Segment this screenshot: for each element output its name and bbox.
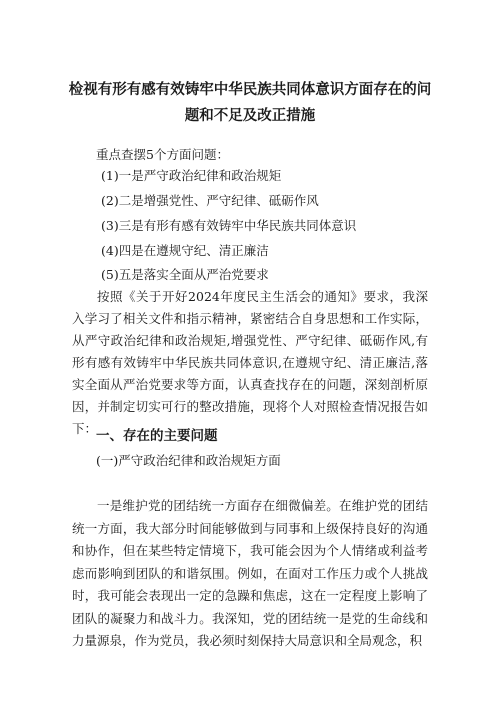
problems-summary: 重点查摆5个方面问题： xyxy=(96,147,229,162)
problem-item-5: (5)五是落实全面从严治党要求 xyxy=(101,267,269,282)
document-title-line-2: 题和不足及改正措施 xyxy=(184,108,316,124)
problem-item-1: (1)一是严守政治纪律和政治规矩 xyxy=(101,168,282,183)
subsection-heading: (一)严守政治纪律和政治规矩方面 xyxy=(96,453,281,468)
problem-item-4: (4)四是在遵规守纪、清正廉洁 xyxy=(101,243,269,258)
section-heading: 一、存在的主要问题 xyxy=(96,428,218,444)
problem-item-3: (3)三是有形有感有效铸牢中华民族共同体意识 xyxy=(101,218,357,233)
document-title-line-1: 检视有形有感有效铸牢中华民族共同体意识方面存在的问 xyxy=(68,82,432,98)
problem-item-2: (2)二是增强党性、严守纪律、砥砺作风 xyxy=(101,193,319,208)
intro-paragraph: 按照《关于开好2024年度民主生活会的通知》要求，我深入学习了相关文件和指示精神，紧密结合自身思想和工作实际，从严守政治纪律和政治规矩,增强党性、严守纪律、砥砺作风,有形有感有效铸牢中华民族共同体意识,在遵规守纪、清正廉洁,落实全面从严治党要求等方面，认真查找存在的问题，深刻剖析原因，并制定切实可行的整改措施，现将个人对照检查情况报告如下： xyxy=(72,289,428,436)
body-paragraph: 一是维护党的团结统一方面存在细微偏差。在维护党的团结统一方面，我大部分时间能够做到与同事和上级保持良好的沟通和协作，但在某些特定情境下，我可能会因为个人情绪或利益考虑而影响到团队的和谐氛围。例如，在面对工作压力或个人挑战时，我可能会表现出一定的急躁和焦虑，这在一定程度上影响了团队的凝聚力和战斗力。我深知，党的团结统一是党的生命线和力量源泉，作为党员，我必须时刻保持大局意识和全局观念，积 xyxy=(72,498,428,648)
